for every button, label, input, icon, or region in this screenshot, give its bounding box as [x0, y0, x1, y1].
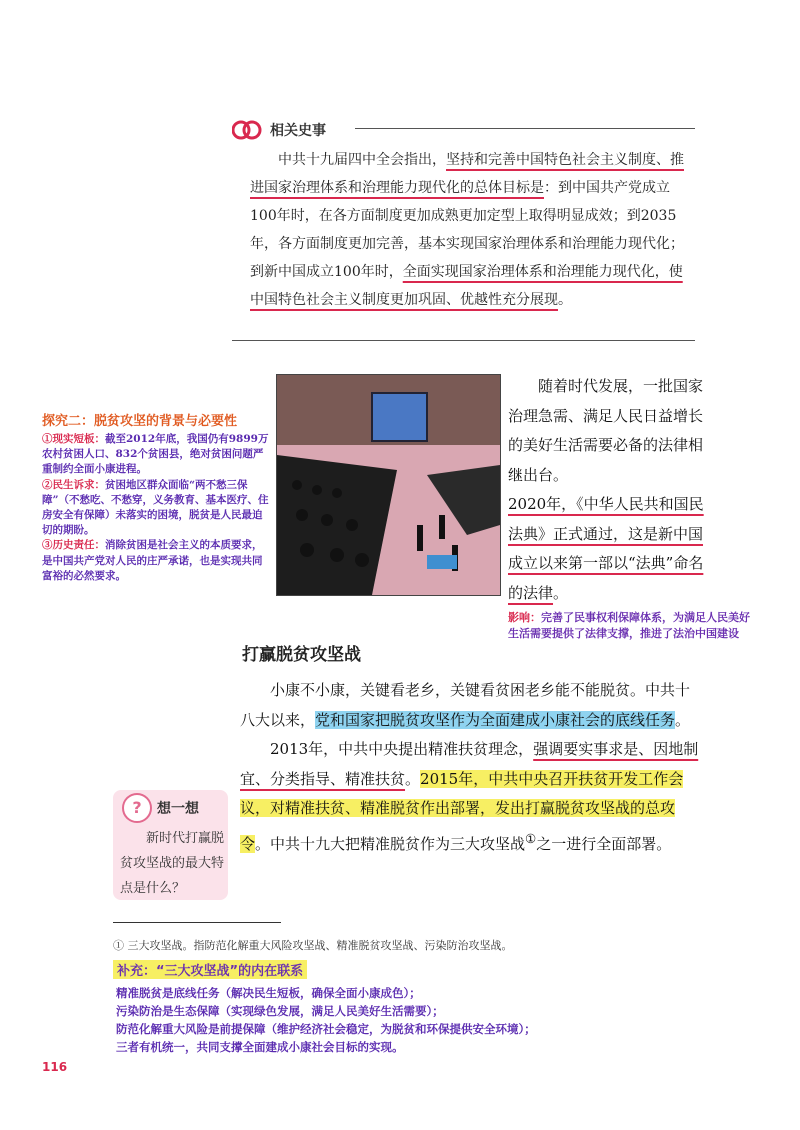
think-question: 新时代打赢脱贫攻坚战的最大特点是什么？ — [120, 831, 225, 896]
related-history-body: 中共十九届四中全会指出，坚持和完善中国特色社会主义制度、推进国家治理体系和治理能力现代化的总体目标是：到中国共产党成立100年时，在各方面制度更加成熟更加定型上取得明显成效；到2035年，各方面制度更加完善，基本实现国家治理体系和治理能力现代化；到新中国成立100年时，全面实现国家治理体系和治理能力现代化，使中国特色社会主义制度更加巩固、优越性充分展现。 — [250, 152, 684, 308]
related-history-top-rule — [355, 128, 695, 129]
influence-note: 影响：完善了民事权利保障体系，为满足人民美好生活需要提供了法律支撑，推进了法治中国建设 — [508, 611, 750, 640]
civil-code-paragraph: 随着时代发展，一批国家治理急需、满足人民日益增长的美好生活需要必备的法律相继出台。 2020年，《中华人民共和国民法典》正式通过，这是新中国成立以来第一部以“法典”命名的法律。 — [508, 377, 704, 602]
poverty-alleviation-text: 小康不小康，关键看老乡，关键看贫困老乡能不能脱贫。中共十八大以来，党和国家把脱贫攻坚作为全面建成小康社会的底线任务。 2013年，中共中央提出精准扶贫理念，强调要实事求是、因地制宜、分类指导、精准扶贫。2015年，中共中央召开扶贫开发工作会议，对精准扶贫、精准脱贫作出部署，发出打赢脱贫攻坚战的总攻令。中共十九大把精准脱贫作为三大攻坚战①之一进行全面部署。 — [240, 681, 699, 853]
related-history-underline-1: 坚持和完善中国特色社会主义制度、推进国家治理体系和治理能力现代化的总体目标是 — [250, 152, 684, 196]
civil-code-underline: 2020年，《中华人民共和国民法典》正式通过，这是新中国成立以来第一部以“法典”命名的法律 — [508, 495, 704, 602]
related-history-bottom-rule — [232, 340, 695, 341]
footnote: ① 三大攻坚战。指防范化解重大风险攻坚战、精准脱贫攻坚战、污染防治攻坚战。 — [113, 939, 513, 952]
exploration-notes: ①现实短板：截至2012年底，我国仍有9899万农村贫困人口、832个贫困县，绝对贫困问题严重制约全面小康进程。 ②民生诉求：贫困地区群众面临“两不愁三保障”（不愁吃、不愁穿，义务教育、基本医疗、住房安全有保障）未落实的困境，脱贫是人民最迫切的期盼。 ③历史责任：消除贫困是社会主义的本质要求，是中国共产党对人民的庄严承诺，也是实现共同富裕的必然要求。 — [42, 433, 269, 582]
blue-highlight: 党和国家把脱贫攻坚作为全面建成小康社会的底线任务 — [315, 710, 676, 729]
related-history-title: 相关史事 — [270, 123, 326, 139]
page-number: 116 — [42, 1060, 68, 1074]
precision-poverty-underline: 强调要实事求是、因地制宜、分类指导、精准扶贫 — [240, 740, 699, 788]
footnote-rule — [113, 922, 281, 923]
related-history-underline-2: 全面实现国家治理体系和治理能力现代化，使中国特色社会主义制度更加巩固、优越性充分展现 — [250, 264, 683, 308]
supplement-line: 三者有机统一，共同支撑全面建成小康社会目标的实现。 — [116, 1040, 404, 1054]
supplement-line: 精准脱贫是底线任务（解决民生短板，确保全面小康成色）； — [116, 986, 421, 1000]
exploration-title: 探究二：脱贫攻坚的背景与必要性 — [42, 414, 238, 429]
supplement-notes — [116, 984, 676, 1056]
yellow-highlight: 2015年，中共中央召开扶贫开发工作会议，对精准扶贫、精准脱贫作出部署，发出打赢脱贫攻坚战的总攻令 — [240, 769, 684, 853]
congress-hall-photo — [276, 374, 501, 596]
question-icon: ? — [122, 793, 152, 823]
think-title: 想一想 — [157, 801, 199, 817]
related-history-icon — [232, 118, 262, 142]
section-title: 打赢脱贫攻坚战 — [242, 645, 361, 665]
footnote-marker: ① — [525, 830, 537, 846]
supplement-line: 污染防治是生态保障（实现绿色发展，满足人民美好生活需要）； — [116, 1004, 444, 1018]
supplement-line: 防范化解重大风险是前提保障（维护经济社会稳定，为脱贫和环保提供安全环境）； — [116, 1022, 536, 1036]
supplement-title: 补充：“三大攻坚战”的内在联系 — [113, 960, 307, 979]
